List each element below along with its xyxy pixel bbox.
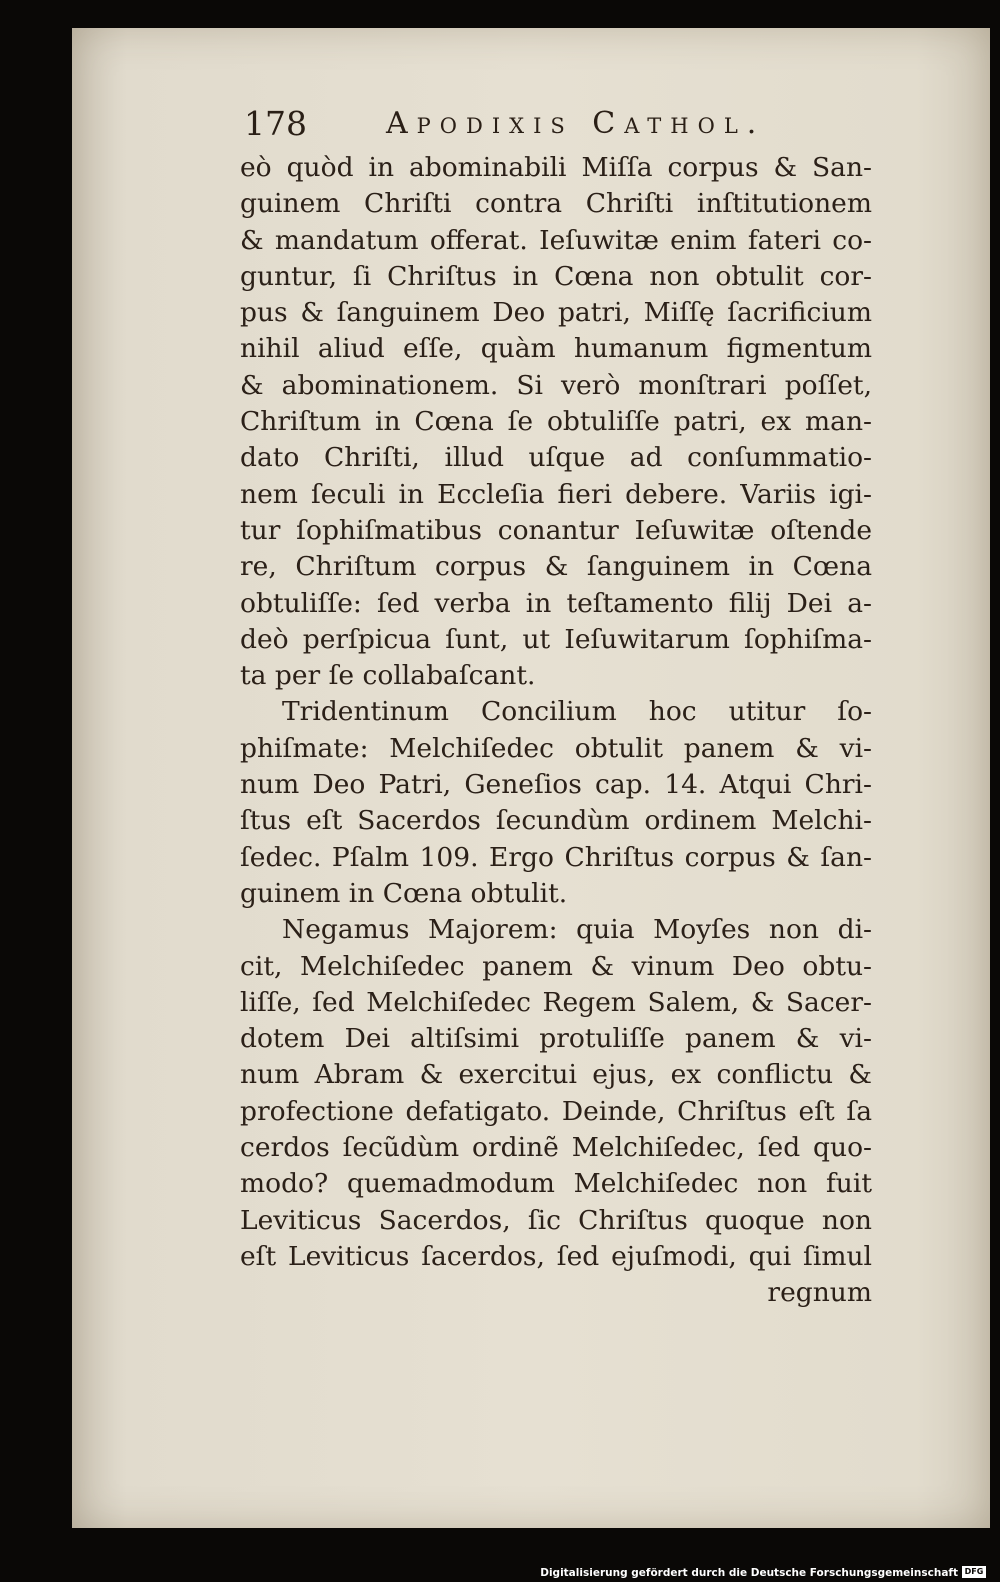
text-line: dotem Dei altiſsimi protuliſſe panem & vi-: [240, 1023, 872, 1055]
text-line: ta per ſe collabaſcant.: [240, 660, 536, 692]
text-line: nem ſeculi in Eccleſia fieri debere. Variis igi-: [240, 478, 872, 510]
page-header: [244, 104, 884, 152]
text-line: num Abram & exercitui ejus, ex conflictu &: [240, 1059, 872, 1091]
text-line: Chriſtum in Cœna ſe obtuliſſe patri, ex man-: [240, 406, 872, 438]
text-line: ſtus eſt Sacerdos ſecundùm ordinem Melchi-: [240, 805, 872, 837]
text-line: pus & ſanguinem Deo patri, Miſſę ſacrificium: [240, 297, 872, 329]
text-line: eſt Leviticus ſacerdos, ſed ejuſmodi, qui ſimul: [240, 1240, 872, 1272]
text-line: profectione defatigato. Deinde, Chriſtus eſt ſa: [240, 1095, 872, 1127]
text-line: & abominationem. Si verò monſtrari poſſet,: [240, 369, 872, 401]
page-number: 178: [244, 104, 307, 143]
text-line: Tridentinum Concilium hoc utitur ſo-: [282, 696, 872, 728]
running-head: Apodixis Cathol.: [386, 106, 766, 141]
text-line: guntur, ſi Chriſtus in Cœna non obtulit cor-: [240, 260, 872, 292]
text-line: modo? quemadmodum Melchiſedec non fuit: [240, 1168, 872, 1200]
text-line: eò quòd in abominabili Miſſa corpus & San-: [240, 152, 872, 183]
dfg-logo: DFG: [962, 1566, 986, 1578]
text-line: ſedec. Pſalm 109. Ergo Chriſtus corpus & ſan-: [240, 841, 872, 873]
text-line: liſſe, ſed Melchiſedec Regem Salem, & Sacer-: [240, 986, 872, 1018]
text-line: dato Chriſti, illud uſque ad conſummatio-: [240, 442, 872, 474]
text-line: Leviticus Sacerdos, ſic Chriſtus quoque non: [240, 1204, 872, 1236]
text-line: guinem Chriſti contra Chriſti inſtitutionem: [240, 188, 872, 220]
text-line: deò perſpicua ſunt, ut Ieſuwitarum ſophiſma-: [240, 623, 872, 655]
text-line: & mandatum offerat. Ieſuwitæ enim fateri co-: [240, 224, 872, 256]
text-line: nihil aliud eſſe, quàm humanum figmentum: [240, 333, 872, 365]
text-line: Negamus Majorem: quia Moyſes non di-: [282, 914, 872, 946]
digitization-credit: Digitalisierung gefördert durch die Deutsche Forschungsgemeinschaft: [540, 1567, 958, 1579]
body-text: [240, 150, 872, 1312]
catchword: regnum: [767, 1277, 872, 1309]
text-line: cit, Melchiſedec panem & vinum Deo obtu-: [240, 950, 872, 982]
text-line: re, Chriſtum corpus & ſanguinem in Cœna: [240, 551, 872, 583]
text-line: tur ſophiſmatibus conantur Ieſuwitæ oſtende: [240, 514, 872, 546]
text-line: phiſmate: Melchiſedec obtulit panem & vi-: [240, 732, 872, 764]
text-line: obtuliſſe: ſed verba in teſtamento filij Dei a-: [240, 587, 872, 619]
text-line: num Deo Patri, Geneſios cap. 14. Atqui Chri-: [240, 769, 872, 801]
text-line: guinem in Cœna obtulit.: [240, 877, 568, 909]
text-line: cerdos ſecũdùm ordinẽ Melchiſedec, ſed quo-: [240, 1132, 872, 1164]
